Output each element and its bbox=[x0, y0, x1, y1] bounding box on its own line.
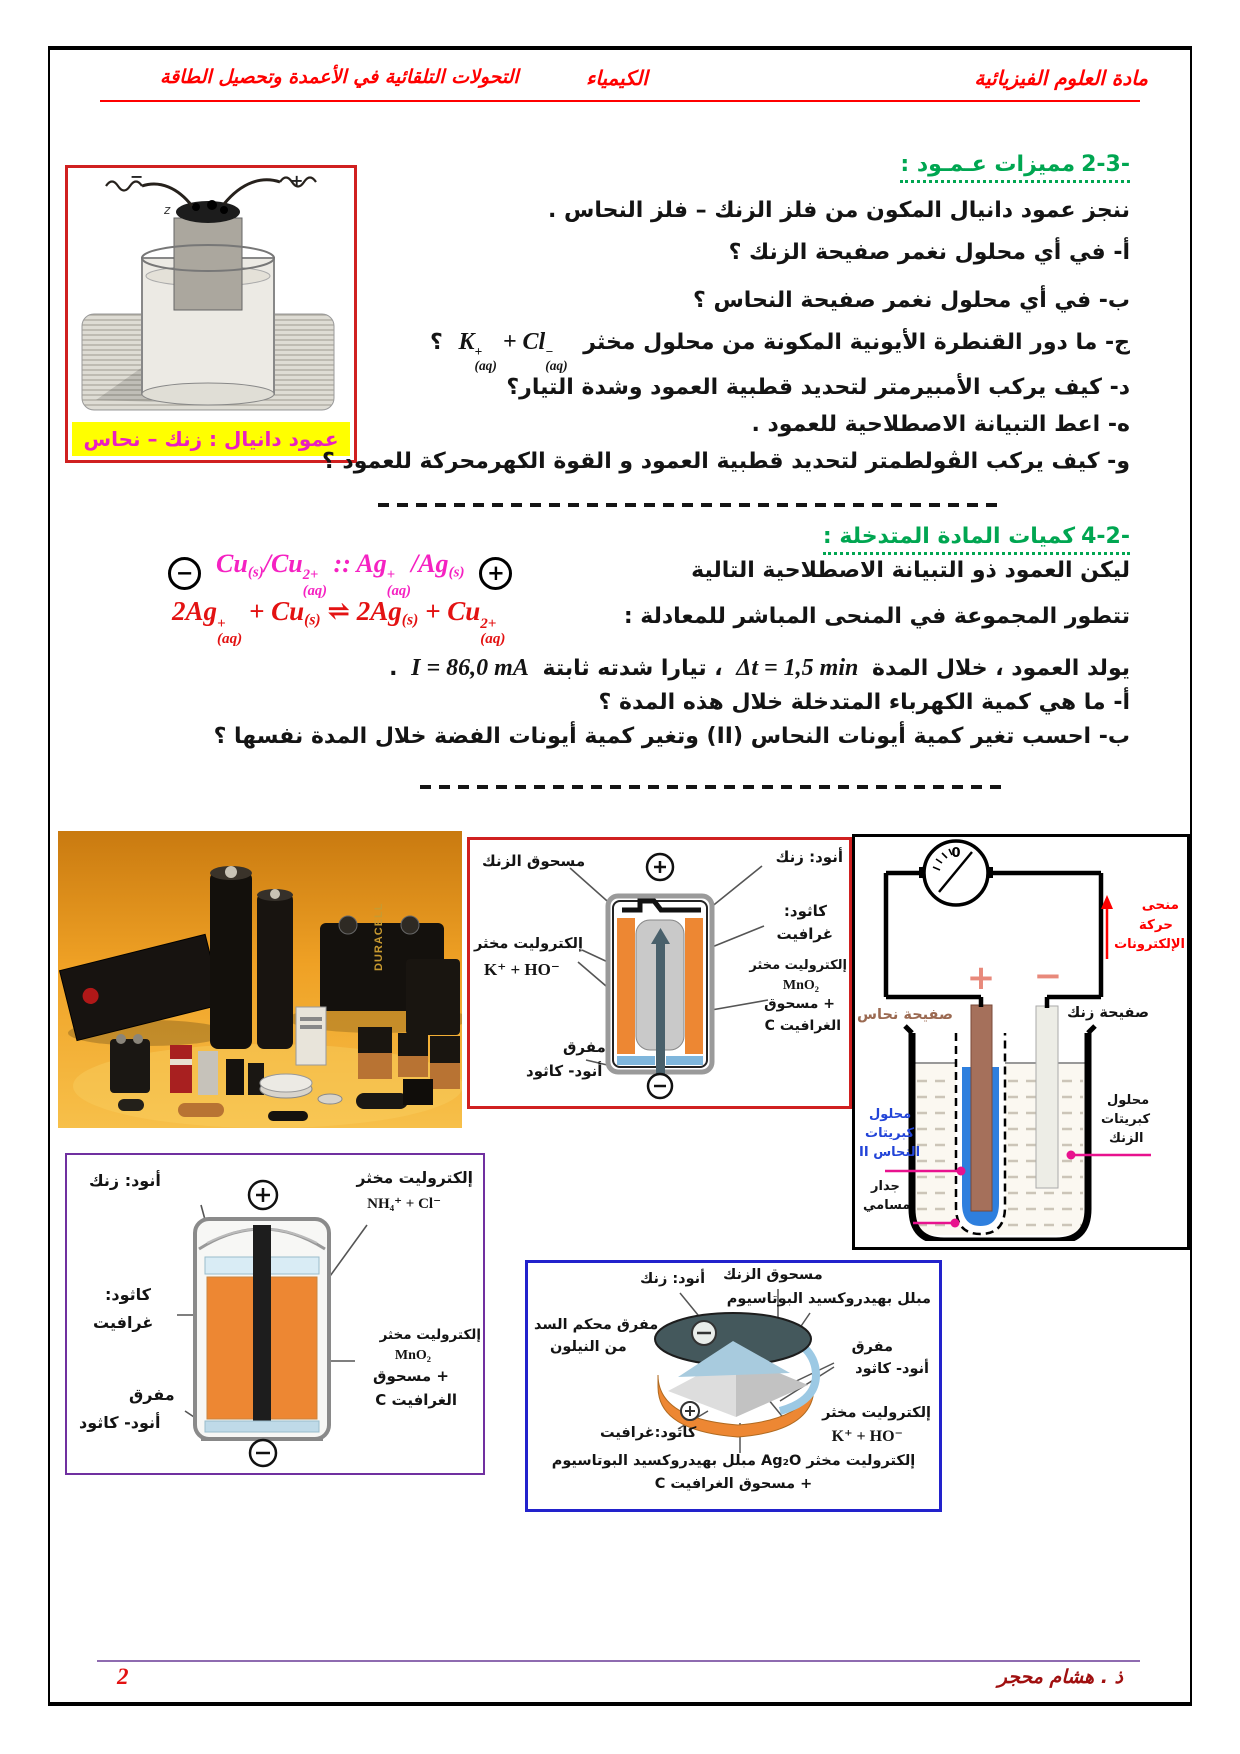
cathode-label-line2: غرافيت bbox=[776, 925, 833, 943]
cathode-label: كاثود:غرافيت bbox=[600, 1425, 697, 1441]
silver-oxide-electrolyte-label: إلكتروليت مخثر Ag₂O مبلل بهيدروكسيد البوتاسيوم bbox=[551, 1453, 916, 1469]
bottom-separator bbox=[205, 1421, 319, 1432]
zinc-electrode bbox=[1036, 1006, 1058, 1188]
terminal-button bbox=[270, 889, 280, 899]
salt-bridge-formula: K + (aq) + Cl − (aq) bbox=[458, 329, 568, 373]
lying-aaa-battery bbox=[118, 1099, 144, 1111]
cathode-label-line1: كاثود: bbox=[105, 1285, 151, 1304]
header-lesson-title: التحولات التلقائية في الأعمدة وتحصيل الطاقة bbox=[160, 66, 519, 88]
gel-electrolyte-top-label: إلكتروليت مخثر bbox=[356, 1169, 473, 1187]
minus-terminal-label: − bbox=[130, 168, 144, 186]
reaction-direction-label: تتطور المجموعة في المنحى المباشر للمعادلة : bbox=[623, 604, 1130, 629]
question-a: أ- في أي محلول نغمر صفيحة الزنك ؟ bbox=[728, 240, 1130, 265]
lying-aa-battery bbox=[178, 1103, 224, 1117]
copper-electrode bbox=[971, 1005, 992, 1211]
button-cell-small bbox=[318, 1094, 342, 1104]
inner-cell-cylinder bbox=[174, 218, 242, 310]
section-features-title bbox=[900, 152, 1130, 183]
cell-convention-formula: $Cu_{(s)}/Cu$ 2+ (aq) :: Ag + (aq) $/Ag_{(s)}$ bbox=[216, 549, 465, 599]
granule bbox=[207, 200, 217, 210]
question-b: ب- في أي محلول نغمر صفيحة النحاس ؟ bbox=[693, 288, 1130, 313]
lying-aaa-battery bbox=[268, 1111, 308, 1121]
silver-cell-battery bbox=[198, 1051, 218, 1095]
terminal bbox=[116, 1034, 126, 1044]
z-label: z bbox=[164, 203, 171, 217]
nh4cl-formula-label: NH₄⁺ + Cl⁻ bbox=[367, 1196, 441, 1212]
separator-right bbox=[666, 1056, 703, 1065]
dashed-separator-2 bbox=[420, 785, 1005, 789]
copper-solution-label-line3: النحاس II bbox=[859, 1145, 921, 1160]
electron-direction-label-line3: الإلكترونات bbox=[1114, 937, 1185, 952]
daniell-engraving-illustration bbox=[68, 168, 348, 418]
graphite-rod bbox=[253, 1225, 271, 1431]
features-intro: ننجز عمود دانيال المكون من فلز الزنك – فلز النحاس . bbox=[548, 198, 1130, 223]
question-e: ه- اعط التبيانة الاصطلاحية للعمود . bbox=[751, 412, 1130, 437]
cell-convention-row bbox=[168, 549, 512, 599]
terminal bbox=[401, 916, 419, 934]
given-values-line bbox=[389, 650, 1130, 687]
lantern-battery-2 bbox=[406, 959, 460, 1035]
terminal-button bbox=[225, 866, 237, 878]
copper-solution-label-line1: محلول bbox=[869, 1107, 912, 1122]
leclanche-battery-figure bbox=[65, 1153, 485, 1475]
graphite-powder-label-line2: الغرافيت C bbox=[764, 1018, 841, 1034]
alkaline-battery-figure bbox=[467, 837, 852, 1109]
quantities-intro: ليكن العمود ذو التبيانة الاصطلاحية التالية bbox=[691, 558, 1130, 583]
beaker-bottom bbox=[142, 383, 274, 405]
small-cell bbox=[226, 1059, 244, 1095]
galvanometer-zero: 0 bbox=[951, 846, 961, 861]
pointer-head bbox=[957, 1167, 966, 1176]
zinc-solution-label-line3: الزنك bbox=[1109, 1131, 1144, 1146]
zinc-powder-label: مسحوق الزنك bbox=[482, 852, 586, 870]
electron-direction-label-line2: حركة bbox=[1138, 917, 1173, 933]
junction-label-line2: أنود- كاثود bbox=[526, 1062, 603, 1080]
quantities-question-b: ب- احسب تغير كمية أيونات النحاس (II) وتغير كمية أيونات الفضة خلال المدة نفسها ؟ bbox=[213, 724, 1130, 749]
separator-left bbox=[617, 1056, 655, 1065]
given-mid-text: ، تيارا شدته ثابتة bbox=[542, 656, 723, 681]
question-d: د- كيف يركب الأمبيرمتر لتحديد قطبية العمود وشدة التيار؟ bbox=[506, 375, 1130, 400]
junction-label-line1: مفرق bbox=[851, 1339, 893, 1355]
nylon-seal-label-line2: من النيلون bbox=[550, 1339, 627, 1355]
footer-teacher-name: ذ . هشام محجر bbox=[997, 1666, 1123, 1688]
red-cell-battery bbox=[170, 1045, 192, 1093]
question-c-text: ج- ما دور القنطرة الأيونية المكونة من محلول مخثر bbox=[583, 330, 1130, 355]
header-subject: مادة العلوم الفيزيائية bbox=[974, 66, 1148, 90]
minus-pole-label: − bbox=[1033, 956, 1063, 996]
cube-battery bbox=[403, 1079, 433, 1105]
white-battery bbox=[296, 1007, 326, 1065]
cathode-label-line1: كاثود: bbox=[783, 902, 827, 920]
tall-cylinder-battery bbox=[210, 871, 252, 1049]
graphite-powder-label-line2: الغرافيت C bbox=[375, 1391, 457, 1409]
junction-label-line1: مفرق bbox=[129, 1385, 175, 1404]
junction-label-line2: أنود- كاثود bbox=[855, 1361, 929, 1377]
daniell-schematic-illustration bbox=[855, 837, 1181, 1241]
anode-label: أنود: زنك bbox=[89, 1171, 161, 1190]
nylon-seal-label-line1: مفرق محكم السد bbox=[534, 1317, 659, 1333]
koh-formula-label: K⁺ + HO⁻ bbox=[831, 1428, 903, 1445]
granule bbox=[192, 203, 200, 211]
label-line bbox=[300, 1017, 322, 1021]
batteries-photo-illustration bbox=[58, 831, 462, 1128]
section-title-text: كميات المادة المتدخلة : bbox=[822, 524, 1076, 549]
graphite-powder-label-line1: + مسحوق bbox=[764, 996, 835, 1012]
question-c-mark: ؟ bbox=[430, 330, 443, 355]
footer-page-number: 2 bbox=[117, 1664, 129, 1689]
section-number: 2-3- bbox=[1081, 152, 1130, 177]
copper-solution-label-line2: كبريتات bbox=[865, 1126, 915, 1141]
porous-wall-label-line2: مسامي bbox=[863, 1198, 911, 1213]
question-c bbox=[430, 320, 1130, 373]
porous-wall-label-line1: جدار bbox=[871, 1179, 900, 1194]
copper-plate-label: صفيحة نحاس bbox=[857, 1007, 954, 1023]
zinc-powder-label: مسحوق الزنك bbox=[723, 1267, 823, 1283]
daniell-cell-schematic-figure bbox=[852, 834, 1190, 1250]
plus-pole-label: + bbox=[966, 958, 996, 998]
right-wire bbox=[224, 180, 280, 204]
junction-label-line1: مفرق bbox=[563, 1038, 606, 1056]
cathode-label-line2: غرافيت bbox=[93, 1313, 154, 1332]
beaker-rim-curls bbox=[905, 1026, 1095, 1033]
tall-cylinder-battery bbox=[257, 893, 293, 1049]
koh-formula-label: K⁺ + HO⁻ bbox=[484, 960, 560, 979]
question-f: و- كيف يركب الڤولطمتر لتحديد قطبية العمود و القوة الكهرمحركة للعمود ؟ bbox=[321, 449, 1130, 474]
gel-electrolyte-label: إلكتروليت مخثر bbox=[822, 1405, 931, 1421]
daniell-photo-caption: عمود دانيال : زنك – نحاس bbox=[72, 422, 350, 456]
terminal bbox=[133, 1034, 143, 1044]
button-cell-figure bbox=[525, 1260, 942, 1512]
section-number: 4-2- bbox=[1081, 524, 1130, 549]
granule bbox=[220, 206, 228, 214]
collector-nail bbox=[656, 942, 665, 1082]
mno2-formula-label: MnO₂ bbox=[394, 1348, 431, 1363]
nine-volt-battery bbox=[110, 1039, 150, 1093]
moistened-koh-label: مبلل بهيدروكسيد البوتاسيوم bbox=[726, 1291, 931, 1307]
gel-electrolyte-right-label: إلكتروليت مخثر bbox=[749, 958, 847, 973]
header-course: الكيمياء bbox=[586, 66, 648, 90]
graphite-powder-label: + مسحوق الغرافيت C bbox=[654, 1476, 813, 1492]
pointer-head bbox=[951, 1219, 960, 1228]
quantities-question-a: أ- ما هي كمية الكهرباء المتدخلة خلال هذه المدة ؟ bbox=[598, 690, 1130, 715]
given-end-dot: . bbox=[389, 656, 398, 681]
plus-terminal-label: + bbox=[290, 171, 304, 190]
mno2-layer-left bbox=[617, 918, 635, 1054]
mno2-formula-label: MnO₂ bbox=[782, 978, 819, 993]
anode-label: أنود: زنك bbox=[775, 848, 843, 866]
dashed-separator-1 bbox=[378, 503, 1003, 507]
negative-pole-badge: − bbox=[168, 557, 201, 590]
zinc-solution-label-line1: محلول bbox=[1107, 1093, 1150, 1108]
pointer-head bbox=[1067, 1151, 1076, 1160]
section-title-text: مميزات عـمـود : bbox=[900, 152, 1076, 177]
terminal bbox=[339, 916, 357, 934]
band bbox=[170, 1059, 192, 1065]
brand-text: DURACELL bbox=[373, 902, 385, 971]
current-value: I = 86,0 mA bbox=[411, 655, 529, 681]
section-quantities-title bbox=[823, 524, 1130, 555]
electron-direction-label-line1: منحى bbox=[1141, 897, 1179, 913]
anode-label: أنود: زنك bbox=[640, 1271, 706, 1287]
button-cell bbox=[260, 1074, 312, 1092]
given-pre-text: يولد العمود ، خلال المدة bbox=[872, 656, 1130, 681]
gel-electrolyte-right-label: إلكتروليت مخثر bbox=[379, 1327, 481, 1343]
lying-aa-battery bbox=[356, 1093, 408, 1109]
junction-label-line2: أنود- كاثود bbox=[79, 1413, 161, 1432]
zinc-plate-label: صفيحة زنك bbox=[1067, 1005, 1149, 1021]
redox-equation: 2Ag + (aq) + $Cu_{(s)}$ ⇌ $2Ag_{(s)} + Cu$ 2+ (aq) bbox=[172, 596, 506, 648]
daniell-cell-photo bbox=[65, 165, 357, 463]
gel-electrolyte-left-label: إلكتروليت مخثر bbox=[474, 936, 583, 952]
duration-value: Δt = 1,5 min bbox=[736, 655, 859, 681]
mno2-layer-right bbox=[685, 918, 703, 1054]
graphite-powder-label-line1: + مسحوق bbox=[373, 1367, 449, 1385]
header-rule bbox=[100, 100, 1140, 102]
batteries-photo bbox=[58, 831, 462, 1128]
zinc-solution-label-line2: كبريتات bbox=[1101, 1112, 1151, 1127]
footer-rule bbox=[97, 1660, 1140, 1662]
label-line bbox=[300, 1025, 322, 1029]
positive-pole-badge: + bbox=[479, 557, 512, 590]
